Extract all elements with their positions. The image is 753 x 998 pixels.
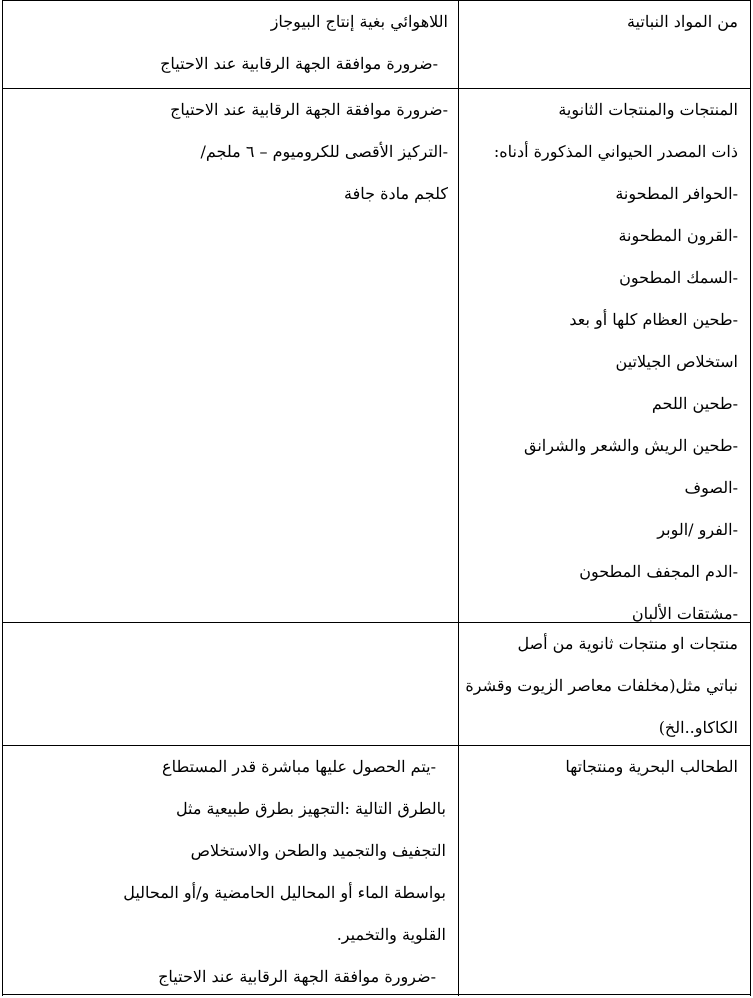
regulation-table bbox=[2, 0, 751, 996]
material-line: -طحين العظام كلها أو بعد bbox=[569, 310, 738, 329]
conditions-cell bbox=[3, 89, 458, 623]
material-line: -القرون المطحونة bbox=[618, 226, 738, 245]
material-line: -مشتقات الألبان bbox=[631, 604, 738, 623]
conditions-line: كلجم مادة جافة bbox=[343, 184, 448, 203]
conditions-line: بالطرق التالية :التجهيز بطرق طبيعية مثل bbox=[175, 799, 446, 818]
material-line: -الفرو /الوبر bbox=[657, 520, 738, 539]
conditions-cell bbox=[3, 746, 458, 996]
conditions-cell bbox=[3, 1, 458, 89]
material-line: -الصوف bbox=[684, 478, 738, 497]
material-cell bbox=[460, 1, 750, 89]
material-cell bbox=[460, 623, 750, 746]
conditions-line: اللاهوائي بغية إنتاج البيوجاز bbox=[270, 12, 448, 31]
material-line: منتجات او منتجات ثانوية من أصل bbox=[517, 634, 738, 653]
material-line: -طحين الريش والشعر والشرانق bbox=[524, 436, 738, 455]
material-cell bbox=[460, 746, 750, 996]
conditions-line: -يتم الحصول عليها مباشرة قدر المستطاع bbox=[162, 757, 436, 776]
conditions-line: -ضرورة موافقة الجهة الرقابية عند الاحتياج bbox=[170, 100, 448, 119]
material-line: -الحوافر المطحونة bbox=[615, 184, 738, 203]
conditions-line: القلوية والتخمير. bbox=[336, 925, 446, 944]
conditions-line: -ضرورة موافقة الجهة الرقابية عند الاحتياج bbox=[158, 967, 436, 986]
conditions-line: -التركيز الأقصى للكروميوم – ٦ ملجم/ bbox=[200, 142, 448, 161]
material-line: الطحالب البحرية ومنتجاتها bbox=[565, 757, 738, 776]
material-line: الكاكاو..الخ) bbox=[658, 718, 738, 737]
material-line: استخلاص الجيلاتين bbox=[615, 352, 738, 371]
material-line: ذات المصدر الحيواني المذكورة أدناه: bbox=[493, 142, 738, 161]
conditions-line: -ضرورة موافقة الجهة الرقابية عند الاحتياج bbox=[160, 54, 438, 73]
table-row bbox=[3, 0, 750, 89]
material-line: نباتي مثل(مخلفات معاصر الزيوت وقشرة bbox=[465, 676, 738, 695]
material-line: -طحين اللحم bbox=[651, 394, 738, 413]
column-divider bbox=[458, 0, 459, 996]
material-line: -السمك المطحون bbox=[619, 268, 738, 287]
material-line: المنتجات والمنتجات الثانوية bbox=[558, 100, 738, 119]
conditions-line: التجفيف والتجميد والطحن والاستخلاص bbox=[190, 841, 446, 860]
table-row bbox=[3, 88, 750, 623]
conditions-line: بواسطة الماء أو المحاليل الحامضية و/أو المحاليل bbox=[123, 883, 446, 902]
material-line: من المواد النباتية bbox=[626, 12, 738, 31]
conditions-cell bbox=[3, 623, 458, 746]
table-row bbox=[3, 622, 750, 746]
material-line: -الدم المجفف المطحون bbox=[579, 562, 738, 581]
table-row bbox=[3, 745, 750, 996]
material-cell bbox=[460, 89, 750, 623]
